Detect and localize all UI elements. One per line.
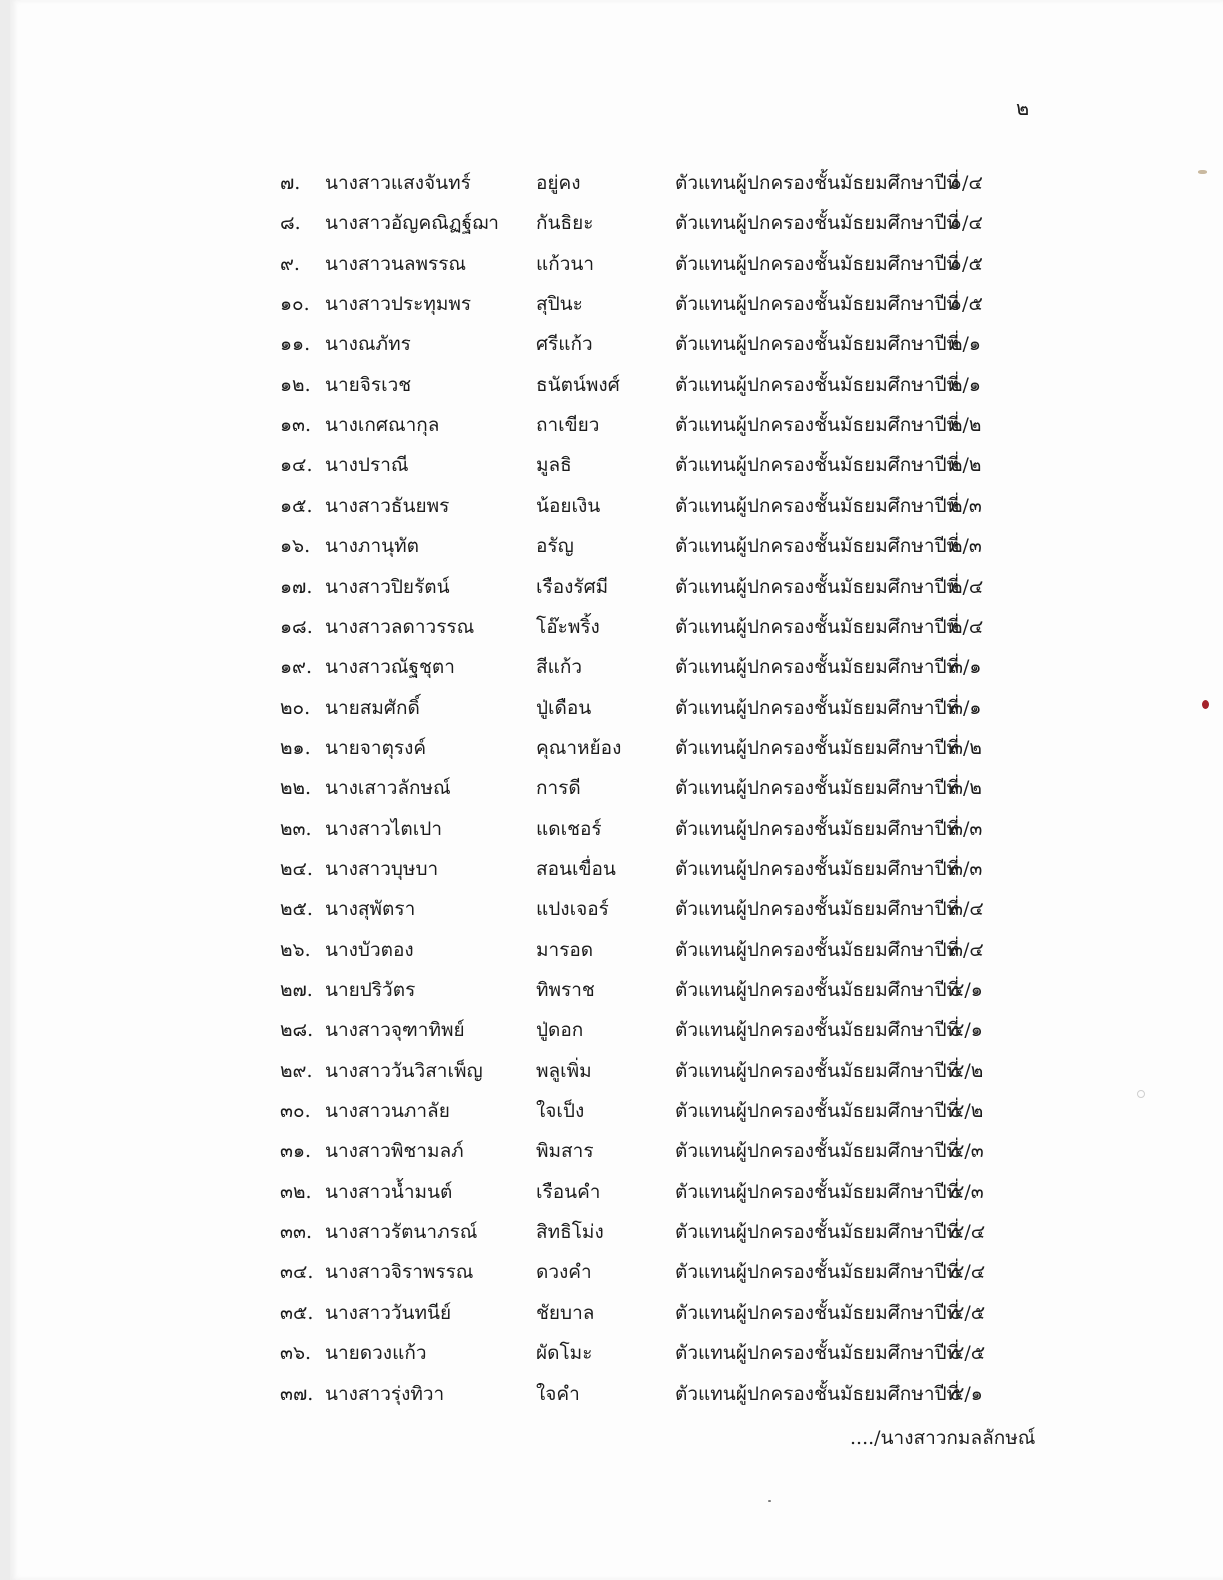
member-surname: ธนัตน์พงศ์ (536, 373, 620, 396)
class-level: ๔/๓ (950, 1140, 984, 1163)
member-name: นางสาวจุฑาทิพย์ (325, 1019, 465, 1042)
item-number: ๓๕. (280, 1301, 314, 1324)
member-surname: สุปินะ (536, 293, 583, 316)
item-number: ๓๐. (280, 1100, 311, 1123)
item-number: ๑๑. (280, 333, 311, 356)
ink-speck (1202, 700, 1209, 709)
member-name: นางสาวน้ำมนต์ (325, 1180, 453, 1203)
member-role: ตัวแทนผู้ปกครองชั้นมัธยมศึกษาปีที่ (675, 817, 960, 840)
paper-speck (768, 1500, 771, 1502)
member-name: นางสาวไตเปา (325, 817, 442, 840)
item-number: ๒๑. (280, 736, 311, 759)
member-role: ตัวแทนผู้ปกครองชั้นมัธยมศึกษาปีที่ (675, 454, 960, 477)
member-surname: ผัดโมะ (536, 1342, 593, 1365)
member-surname: แดเชอร์ (536, 817, 602, 840)
item-number: ๓๖. (280, 1342, 312, 1365)
class-level: ๒/๒ (950, 414, 982, 437)
list-item (10, 1293, 1223, 1333)
item-number: ๑๓. (280, 414, 312, 437)
member-role: ตัวแทนผู้ปกครองชั้นมัธยมศึกษาปีที่ (675, 1140, 960, 1163)
class-level: ๕/๑ (950, 1382, 983, 1405)
list-item (10, 1374, 1223, 1414)
member-surname: ใจเป็ง (536, 1100, 585, 1123)
list-item (10, 728, 1223, 768)
member-role: ตัวแทนผู้ปกครองชั้นมัธยมศึกษาปีที่ (675, 696, 960, 719)
item-number: ๙. (280, 252, 300, 275)
class-level: ๔/๕ (950, 1342, 986, 1365)
class-level: ๓/๑ (950, 696, 982, 719)
member-surname: แก้วนา (536, 252, 595, 275)
member-surname: เรืองรัศมี (536, 575, 609, 598)
item-number: ๒๙. (280, 1059, 313, 1082)
member-name: นางสาวรุ่งทิวา (325, 1382, 445, 1405)
class-level: ๔/๔ (950, 1261, 986, 1284)
list-item (10, 1172, 1223, 1212)
class-level: ๓/๓ (950, 857, 983, 880)
member-name: นายจิรเวช (325, 373, 412, 396)
member-name: นางภานุทัต (325, 535, 419, 558)
member-surname: มารอด (536, 938, 594, 961)
class-level: ๔/๑ (950, 1019, 983, 1042)
list-item (10, 768, 1223, 808)
member-role: ตัวแทนผู้ปกครองชั้นมัธยมศึกษาปีที่ (675, 615, 960, 638)
member-name: นายปริวัตร (325, 979, 416, 1001)
member-surname: น้อยเงิน (536, 494, 601, 517)
class-level: ๒/๓ (950, 535, 982, 558)
member-role: ตัวแทนผู้ปกครองชั้นมัธยมศึกษาปีที่ (675, 656, 960, 679)
member-role: ตัวแทนผู้ปกครองชั้นมัธยมศึกษาปีที่ (675, 333, 960, 356)
item-number: ๒๕. (280, 898, 313, 921)
item-number: ๗. (280, 172, 301, 194)
member-surname: สอนเขื่อน (536, 857, 616, 880)
member-name: นางสาวธันยพร (325, 494, 450, 517)
member-name: นางสาวปิยรัตน์ (325, 575, 450, 598)
member-role: ตัวแทนผู้ปกครองชั้นมัธยมศึกษาปีที่ (675, 857, 960, 880)
class-level: ๔/๒ (950, 1059, 984, 1082)
member-name: นางสาวบุษบา (325, 857, 439, 880)
class-level: ๔/๓ (950, 1180, 984, 1203)
member-name: นายดวงแก้ว (325, 1342, 427, 1365)
class-level: ๑/๕ (950, 252, 983, 275)
class-level: ๒/๑ (950, 333, 981, 356)
list-item (10, 970, 1223, 1010)
class-level: ๔/๕ (950, 1301, 986, 1324)
item-number: ๑๘. (280, 615, 313, 638)
list-item (10, 324, 1223, 364)
member-role: ตัวแทนผู้ปกครองชั้นมัธยมศึกษาปีที่ (675, 938, 960, 961)
item-number: ๒๒. (280, 777, 312, 800)
list-item (10, 1252, 1223, 1292)
member-name: นางสาวนภาลัย (325, 1100, 450, 1123)
member-name: นางเสาวลักษณ์ (325, 777, 451, 800)
member-surname: ใจคำ (536, 1382, 580, 1405)
member-role: ตัวแทนผู้ปกครองชั้นมัธยมศึกษาปีที่ (675, 898, 960, 921)
item-number: ๓๓. (280, 1221, 313, 1244)
class-level: ๓/๑ (950, 656, 982, 679)
class-level: ๒/๔ (950, 575, 984, 598)
list-item (10, 244, 1223, 284)
member-role: ตัวแทนผู้ปกครองชั้นมัธยมศึกษาปีที่ (675, 1059, 960, 1082)
member-name: นางสาวอัญคณิฏฐ์ฌา (325, 212, 499, 235)
member-name: นางณภัทร (325, 333, 411, 356)
item-number: ๒๔. (280, 857, 313, 880)
member-surname: มูลธิ (536, 454, 572, 477)
class-level: ๓/๒ (950, 736, 982, 759)
list-item (10, 688, 1223, 728)
member-role: ตัวแทนผู้ปกครองชั้นมัธยมศึกษาปีที่ (675, 535, 960, 558)
paper-speck (1137, 1090, 1145, 1098)
member-surname: ถาเขียว (536, 414, 600, 437)
member-surname: ดวงคำ (536, 1261, 592, 1284)
member-role: ตัวแทนผู้ปกครองชั้นมัธยมศึกษาปีที่ (675, 1019, 960, 1042)
member-name: นางสาวณัฐชุตา (325, 656, 455, 679)
list-item (10, 1051, 1223, 1091)
member-surname: ทิพราช (536, 979, 595, 1001)
item-number: ๒๘. (280, 1019, 314, 1042)
member-surname: ชัยบาล (536, 1301, 595, 1324)
member-role: ตัวแทนผู้ปกครองชั้นมัธยมศึกษาปีที่ (675, 494, 960, 517)
member-name: นางสาววันทนีย์ (325, 1301, 452, 1324)
list-item (10, 1131, 1223, 1171)
member-surname: แปงเจอร์ (536, 898, 609, 921)
member-role: ตัวแทนผู้ปกครองชั้นมัธยมศึกษาปีที่ (675, 373, 960, 396)
item-number: ๑๖. (280, 535, 311, 558)
document-page (10, 0, 1223, 1580)
class-level: ๒/๔ (950, 615, 984, 638)
item-number: ๑๐. (280, 293, 310, 316)
member-name: นางเกศณากุล (325, 414, 440, 437)
member-surname: พิมสาร (536, 1140, 594, 1163)
class-level: ๑/๔ (950, 172, 983, 194)
list-item (10, 284, 1223, 324)
member-role: ตัวแทนผู้ปกครองชั้นมัธยมศึกษาปีที่ (675, 1221, 960, 1244)
item-number: ๓๗. (280, 1382, 314, 1405)
class-level: ๑/๕ (950, 293, 983, 316)
class-level: ๑/๔ (950, 212, 983, 235)
class-level: ๔/๔ (950, 1221, 986, 1244)
member-surname: พลูเพิ่ม (536, 1059, 592, 1082)
list-item (10, 1333, 1223, 1373)
item-number: ๒๖. (280, 938, 311, 961)
item-number: ๓๒. (280, 1180, 312, 1203)
member-name: นางสาวลดาวรรณ (325, 615, 475, 638)
list-item (10, 1010, 1223, 1050)
list-item (10, 486, 1223, 526)
member-name: นายจาตุรงค์ (325, 736, 427, 759)
member-surname: ศรีแก้ว (536, 333, 593, 356)
list-item (10, 365, 1223, 405)
member-role: ตัวแทนผู้ปกครองชั้นมัธยมศึกษาปีที่ (675, 1180, 960, 1203)
member-surname: สิทธิโม่ง (536, 1221, 604, 1244)
member-role: ตัวแทนผู้ปกครองชั้นมัธยมศึกษาปีที่ (675, 777, 960, 800)
member-surname: โอ๊ะพริ้ง (536, 615, 600, 638)
list-item (10, 163, 1223, 203)
paper-speck (1198, 170, 1207, 174)
member-surname: ปู่เดือน (536, 696, 592, 719)
member-name: นางสาวจิราพรรณ (325, 1261, 474, 1284)
list-item (10, 1091, 1223, 1131)
member-name: นางบัวตอง (325, 938, 414, 961)
list-item (10, 1212, 1223, 1252)
member-role: ตัวแทนผู้ปกครองชั้นมัธยมศึกษาปีที่ (675, 414, 960, 437)
item-number: ๑๙. (280, 656, 313, 679)
list-item (10, 567, 1223, 607)
member-role: ตัวแทนผู้ปกครองชั้นมัธยมศึกษาปีที่ (675, 575, 960, 598)
item-number: ๓๔. (280, 1261, 314, 1284)
member-name: นางสาวรัตนาภรณ์ (325, 1221, 478, 1244)
member-name: นางปราณี (325, 454, 409, 477)
member-role: ตัวแทนผู้ปกครองชั้นมัธยมศึกษาปีที่ (675, 1261, 960, 1284)
member-surname: เรือนคำ (536, 1180, 601, 1203)
item-number: ๒๐. (280, 696, 311, 719)
class-level: ๔/๒ (950, 1100, 984, 1123)
item-number: ๑๒. (280, 373, 311, 396)
member-name: นางสาวแสงจันทร์ (325, 172, 471, 194)
item-number: ๘. (280, 212, 301, 235)
member-surname: อยู่คง (536, 172, 581, 194)
class-level: ๓/๒ (950, 777, 982, 800)
class-level: ๓/๓ (950, 817, 983, 840)
list-item (10, 526, 1223, 566)
item-number: ๓๑. (280, 1140, 312, 1163)
member-surname: ปู่ดอก (536, 1019, 584, 1042)
list-item (10, 203, 1223, 243)
continuation-note: ..../นางสาวกมลลักษณ์ (850, 1427, 1036, 1449)
list-item (10, 809, 1223, 849)
member-name: นางสาวพิชามลภ์ (325, 1140, 464, 1163)
member-role: ตัวแทนผู้ปกครองชั้นมัธยมศึกษาปีที่ (675, 172, 960, 194)
list-item (10, 405, 1223, 445)
class-level: ๔/๑ (950, 979, 983, 1001)
member-role: ตัวแทนผู้ปกครองชั้นมัธยมศึกษาปีที่ (675, 736, 960, 759)
item-number: ๒๗. (280, 979, 313, 1001)
member-role: ตัวแทนผู้ปกครองชั้นมัธยมศึกษาปีที่ (675, 212, 960, 235)
member-name: นางสาววันวิสาเพ็ญ (325, 1059, 483, 1082)
list-item (10, 849, 1223, 889)
class-level: ๓/๔ (950, 938, 984, 961)
list-item (10, 445, 1223, 485)
class-level: ๒/๒ (950, 454, 982, 477)
member-surname: กันธิยะ (536, 212, 594, 235)
item-number: ๑๗. (280, 575, 313, 598)
item-number: ๑๔. (280, 454, 313, 477)
member-role: ตัวแทนผู้ปกครองชั้นมัธยมศึกษาปีที่ (675, 1301, 960, 1324)
list-item (10, 930, 1223, 970)
class-level: ๒/๑ (950, 373, 981, 396)
list-item (10, 647, 1223, 687)
member-name: นายสมศักดิ์ (325, 696, 420, 719)
member-role: ตัวแทนผู้ปกครองชั้นมัธยมศึกษาปีที่ (675, 252, 960, 275)
member-surname: อรัญ (536, 535, 574, 558)
member-surname: การดี (536, 777, 581, 800)
page-number: ๒ (1016, 96, 1030, 120)
member-role: ตัวแทนผู้ปกครองชั้นมัธยมศึกษาปีที่ (675, 1100, 960, 1123)
item-number: ๒๓. (280, 817, 312, 840)
class-level: ๓/๔ (950, 898, 984, 921)
list-item (10, 607, 1223, 647)
member-role: ตัวแทนผู้ปกครองชั้นมัธยมศึกษาปีที่ (675, 1342, 960, 1365)
class-level: ๒/๓ (950, 494, 982, 517)
member-name: นางสาวประทุมพร (325, 293, 472, 316)
member-name: นางสาวนลพรรณ (325, 252, 467, 275)
member-role: ตัวแทนผู้ปกครองชั้นมัธยมศึกษาปีที่ (675, 979, 960, 1001)
item-number: ๑๕. (280, 494, 313, 517)
member-surname: สีแก้ว (536, 656, 583, 679)
list-item (10, 889, 1223, 929)
member-role: ตัวแทนผู้ปกครองชั้นมัธยมศึกษาปีที่ (675, 293, 960, 316)
member-name: นางสุพัตรา (325, 898, 416, 921)
member-surname: คุณาหย้อง (536, 736, 622, 759)
member-role: ตัวแทนผู้ปกครองชั้นมัธยมศึกษาปีที่ (675, 1382, 960, 1405)
